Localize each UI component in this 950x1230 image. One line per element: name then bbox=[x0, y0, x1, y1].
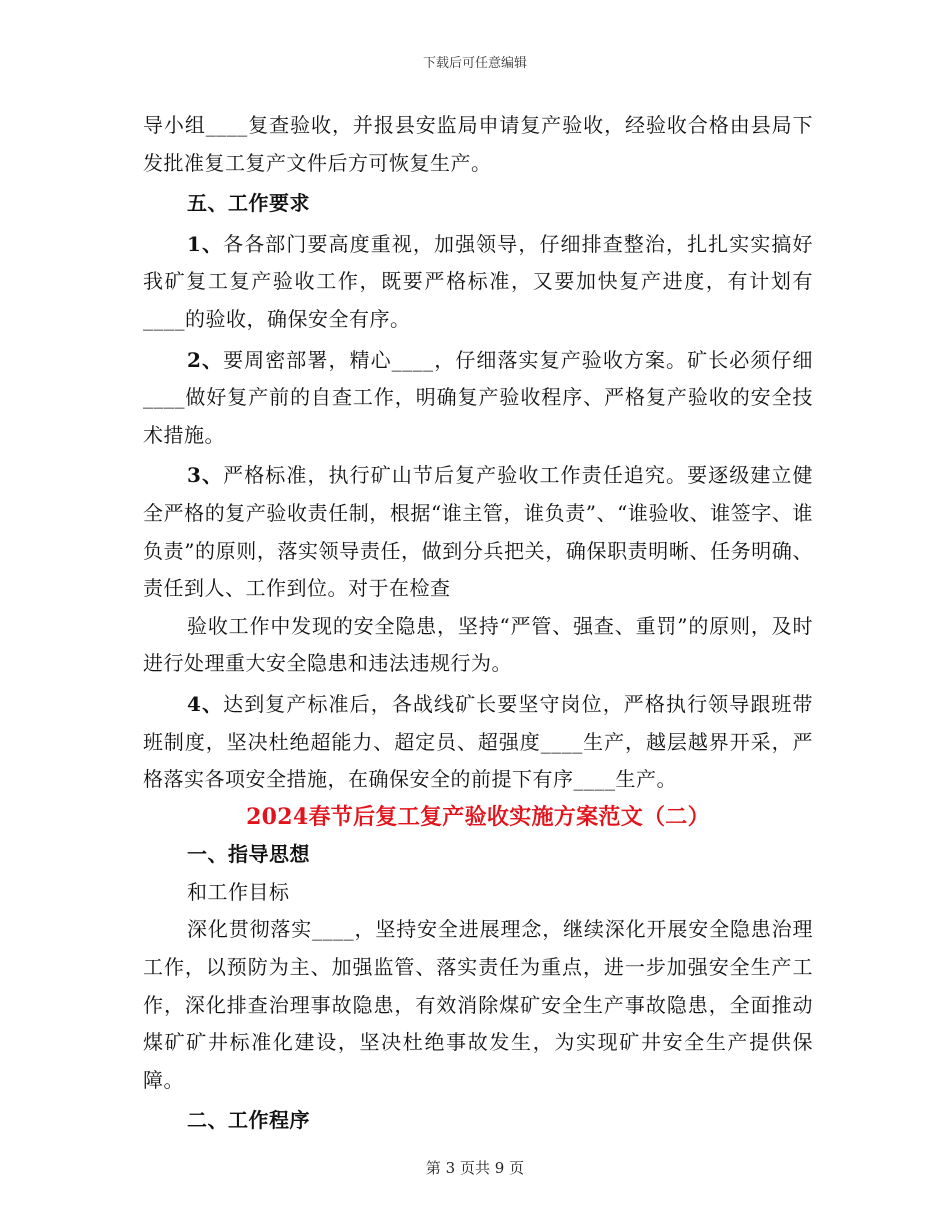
page-header: 下载后可任意编辑 bbox=[422, 56, 527, 71]
document-body bbox=[143, 107, 813, 1140]
item-number: 4、 bbox=[187, 691, 224, 716]
guiding-ideology-paragraph: 深化贯彻落实____，坚持安全进展理念，继续深化开展安全隐患治理工作，以预防为主、加强监管、落实责任为重点，进一步加强安全生产工作，深化排查治理事故隐患，有效消除煤矿安全生产事故隐患，全面推动煤矿矿井标准化建设，坚决杜绝事故发生，为实现矿井安全生产提供保障。 bbox=[143, 917, 813, 1092]
requirement-item-3-continued: 验收工作中发现的安全隐患，坚持“严管、强查、重罚”的原则，及时进行处理重大安全隐患和违法违规行为。 bbox=[143, 613, 813, 676]
item-text: 各各部门要高度重视，加强领导，仔细排查整治，扎扎实实搞好我矿复工复产验收工作，既要严格标准，又要加快复产进度，有计划有____的验收，确保安全有序。 bbox=[143, 231, 814, 331]
requirement-item-3 bbox=[143, 457, 813, 607]
document-title: 2024春节后复工复产验收实施方案范文（二） bbox=[246, 803, 710, 830]
section-heading-continued: 和工作目标 bbox=[187, 879, 290, 904]
item-text: 达到复产标准后，各战线矿长要坚守岗位，严格执行领导跟班带班制度，坚决杜绝超能力、超定员、超强度____生产，越层越界开采，严格落实各项安全措施，在确保安全的前提下有序____生产。 bbox=[143, 691, 814, 792]
requirement-item-1 bbox=[143, 226, 813, 339]
paragraph-continued: 导小组____复查验收，并报县安监局申请复产验收，经验收合格由县局下发批准复工复产文件后方可恢复生产。 bbox=[143, 113, 813, 175]
item-text: 严格标准，执行矿山节后复产验收工作责任追究。要逐级建立健全严格的复产验收责任制，根据“谁主管，谁负责”、“谁验收、谁签字、谁负责”的原则，落实领导责任，做到分兵把关，确保职责明晰、任务明确、责任到人、工作到位。对于在检查 bbox=[143, 463, 814, 601]
section-heading-requirements: 五、工作要求 bbox=[187, 191, 310, 216]
requirement-item-4 bbox=[143, 686, 813, 799]
requirement-item-2 bbox=[143, 342, 813, 455]
item-text: 要周密部署，精心____，仔细落实复产验收方案。矿长必须仔细____做好复产前的自查工作，明确复产验收程序、严格复产验收的安全技术措施。 bbox=[143, 347, 814, 447]
page-footer: 第 3 页共 9 页 bbox=[425, 1159, 525, 1177]
item-number: 3、 bbox=[187, 463, 224, 488]
item-number: 2、 bbox=[187, 347, 224, 372]
section-heading-procedure: 二、工作程序 bbox=[187, 1108, 310, 1133]
section-heading-guiding-ideology: 一、指导思想 bbox=[187, 842, 310, 867]
item-number: 1、 bbox=[187, 231, 224, 256]
